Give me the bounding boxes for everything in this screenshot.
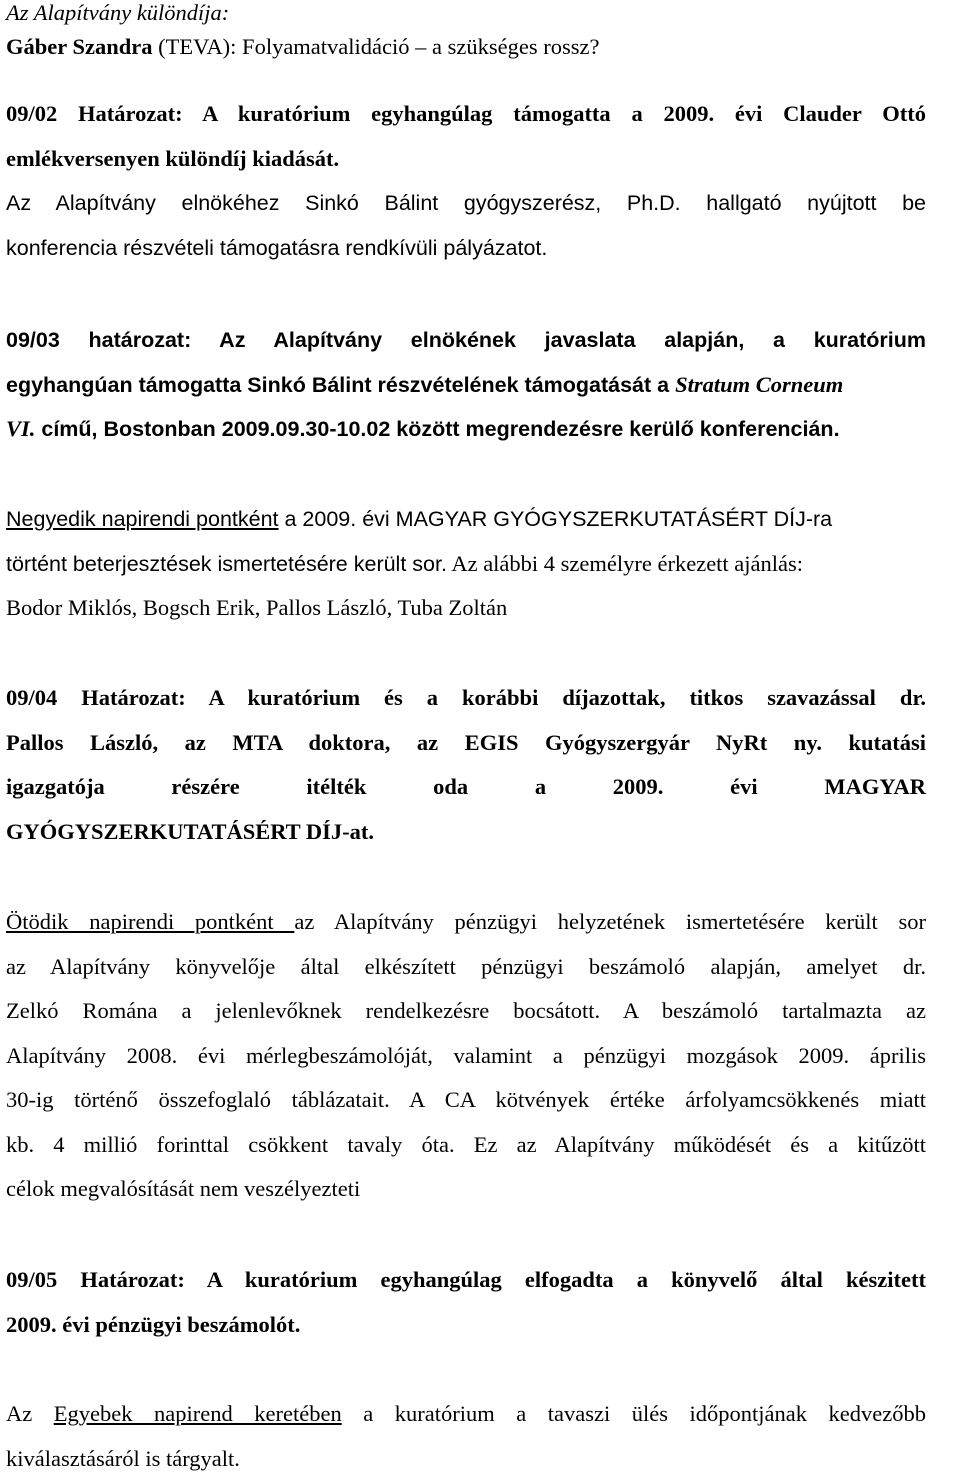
nominees-list: Bodor Miklós, Bogsch Erik, Pallos László, Tuba Zoltán: [6, 586, 926, 631]
resolution-0905: [6, 1258, 926, 1347]
resolution-0903-line-2-text: egyhangúan támogatta Sinkó Bálint részvételének támogatását a: [6, 373, 675, 397]
agenda-item-5-line-2: az Alapítvány könyvelője által elkészített pénzügyi beszámoló alapján, amelyet dr.: [6, 945, 926, 990]
agenda-item-5-line-1-text: az Alapítvány pénzügyi helyzetének ismertetésére került sor: [294, 909, 926, 934]
resolution-0905-line-2: 2009. évi pénzügyi beszámolót.: [6, 1303, 926, 1348]
resolution-0904-line-3: igazgatója részére itélték oda a 2009. évi MAGYAR: [6, 765, 926, 810]
resolution-0903: [6, 318, 926, 452]
resolution-0903-line-3-text: című, Bostonban 2009.09.30-10.02 között megrendezésre kerülő konferencián.: [35, 417, 839, 441]
agenda-item-4-line-1: [6, 497, 926, 542]
agenda-item-4: [6, 497, 926, 631]
conference-title: Stratum Corneum: [675, 372, 843, 397]
agenda-item-4-line-2: [6, 542, 926, 587]
resolution-0904-line-4: GYÓGYSZERKUTATÁSÉRT DÍJ-at.: [6, 810, 926, 855]
application-line-2: konferencia részvételi támogatásra rendkívüli pályázatot.: [6, 226, 926, 271]
agenda-item-5-line-3: Zelkó Romána a jelenlevőknek rendelkezésre bocsátott. A beszámoló tartalmazta az: [6, 989, 926, 1034]
other-business: [6, 1392, 926, 1481]
other-business-prefix: Az: [6, 1401, 54, 1426]
agenda-item-4-line-2b: Az alábbi 4 személyre érkezett ajánlás:: [447, 551, 803, 576]
resolution-0904-line-1: 09/04 Határozat: A kuratórium és a korábbi díjazottak, titkos szavazással dr.: [6, 676, 926, 721]
special-prize-label: Az Alapítvány különdíja:: [6, 0, 926, 30]
other-business-heading: Egyebek napirend keretében: [54, 1401, 342, 1426]
resolution-0903-line-3: [6, 407, 926, 452]
agenda-item-5-heading: Ötödik napirendi pontként: [6, 909, 294, 934]
application-line-1: Az Alapítvány elnökéhez Sinkó Bálint gyógyszerész, Ph.D. hallgató nyújtott be: [6, 181, 926, 226]
resolution-0902-line-2: emlékversenyen különdíj kiadását.: [6, 137, 926, 182]
special-prize-line: [6, 30, 926, 64]
resolution-0905-line-1: 09/05 Határozat: A kuratórium egyhangúlag elfogadta a könyvelő által készitett: [6, 1258, 926, 1303]
other-business-line-1-text: a kuratórium a tavaszi ülés időpontjának kedvezőbb: [342, 1401, 926, 1426]
agenda-item-5-line-4: Alapítvány 2008. évi mérlegbeszámolóját, valamint a pénzügyi mozgások 2009. április: [6, 1034, 926, 1079]
resolution-0902-line-1: 09/02 Határozat: A kuratórium egyhangúlag támogatta a 2009. évi Clauder Ottó: [6, 92, 926, 137]
agenda-item-5-line-1: [6, 900, 926, 945]
resolution-0902: [6, 92, 926, 270]
other-business-line-2: kiválasztásáról is tárgyalt.: [6, 1437, 926, 1481]
agenda-item-4-text: a 2009. évi MAGYAR GYÓGYSZERKUTATÁSÉRT DÍJ-ra: [279, 507, 833, 531]
resolution-0903-line-1: 09/03 határozat: Az Alapítvány elnökének javaslata alapján, a kuratórium: [6, 318, 926, 363]
agenda-item-4-line-2a: történt beterjesztések ismertetésére került sor.: [6, 552, 447, 576]
resolution-0904-line-2: Pallos László, az MTA doktora, az EGIS Gyógyszergyár NyRt ny. kutatási: [6, 721, 926, 766]
agenda-item-5-line-5: 30-ig történő összefoglaló táblázatait. A CA kötvények értéke árfolyamcsökkenés miatt: [6, 1078, 926, 1123]
conference-edition: VI.: [6, 416, 35, 441]
resolution-0903-line-2: [6, 363, 926, 408]
special-prize-block: [6, 0, 926, 64]
agenda-item-5-line-7: célok megvalósítását nem veszélyezteti: [6, 1167, 926, 1212]
agenda-item-5: [6, 900, 926, 1212]
other-business-line-1: [6, 1392, 926, 1437]
agenda-item-4-heading: Negyedik napirendi pontként: [6, 507, 279, 531]
agenda-item-5-line-6: kb. 4 millió forinttal csökkent tavaly óta. Ez az Alapítvány működését és a kitűzött: [6, 1123, 926, 1168]
resolution-0904: [6, 676, 926, 854]
talk-title: (TEVA): Folyamatvalidáció – a szükséges rossz?: [152, 34, 599, 59]
author-name: Gáber Szandra: [6, 34, 152, 59]
